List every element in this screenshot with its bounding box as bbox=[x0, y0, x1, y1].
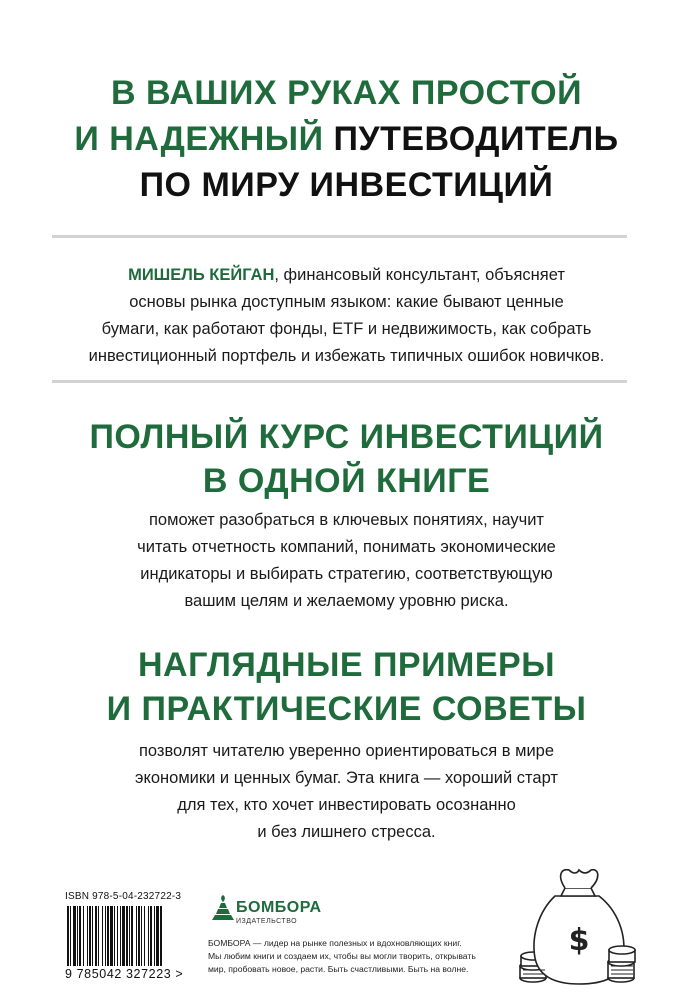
publisher-subtitle: ИЗДАТЕЛЬСТВО bbox=[236, 918, 298, 925]
divider-top bbox=[52, 235, 627, 238]
intro-line-3: бумаги, как работают фонды, ETF и недвижимость, как собрать bbox=[101, 320, 592, 338]
publisher-description-line: Мы любим книги и создаем их, чтобы вы могли творить, открывать bbox=[208, 951, 476, 961]
section2-body-line: читать отчетность компаний, понимать экономические bbox=[137, 538, 556, 556]
barcode-digits: 9 785042 327223 > bbox=[65, 967, 184, 981]
headline-line-2-black: ПУТЕВОДИТЕЛЬ bbox=[333, 120, 619, 158]
section2-body bbox=[0, 507, 693, 615]
intro-paragraph bbox=[0, 262, 693, 370]
intro-line-2: основы рынка доступным языком: какие бывают ценные bbox=[129, 293, 564, 311]
section3-body-line: позволят читателю уверенно ориентироваться в мире bbox=[138, 742, 555, 760]
section3-body bbox=[0, 738, 693, 846]
section2-headline bbox=[0, 415, 693, 503]
intro-line-1-rest: , финансовый консультант, объясняет bbox=[274, 266, 565, 284]
section3-body-line: и без лишнего стресса. bbox=[257, 823, 436, 841]
barcode bbox=[65, 906, 203, 966]
publisher-logo-icon bbox=[208, 892, 238, 922]
publisher-name: БОМБОРА bbox=[236, 899, 322, 916]
intro-line-4: инвестиционный портфель и избежать типичных ошибок новичков. bbox=[88, 347, 605, 365]
section3-body-line: для тех, кто хочет инвестировать осознанно bbox=[177, 796, 516, 814]
money-bag-icon bbox=[517, 866, 637, 988]
headline-line-2 bbox=[0, 116, 693, 162]
section2-headline-line-1: ПОЛНЫЙ КУРС ИНВЕСТИЦИЙ bbox=[89, 418, 604, 456]
svg-text:$: $ bbox=[568, 923, 590, 958]
section2-body-line: индикаторы и выбирать стратегию, соответствующую bbox=[140, 565, 553, 583]
section3-headline-line-1: НАГЛЯДНЫЕ ПРИМЕРЫ bbox=[137, 646, 556, 684]
author-name: МИШЕЛЬ КЕЙГАН bbox=[128, 266, 275, 284]
divider-bottom bbox=[52, 380, 627, 383]
main-headline bbox=[0, 70, 693, 208]
headline-line-2-green: И НАДЕЖНЫЙ bbox=[74, 120, 324, 158]
section3-headline bbox=[0, 643, 693, 731]
publisher-description-line: мир, пробовать новое, расти. Быть счастливыми. Быть на волне. bbox=[208, 964, 469, 974]
publisher-description bbox=[208, 937, 538, 976]
headline-line-1: В ВАШИХ РУКАХ ПРОСТОЙ bbox=[110, 74, 583, 112]
publisher-description-line: БОМБОРА — лидер на рынке полезных и вдохновляющих книг. bbox=[208, 938, 462, 948]
barcode-block bbox=[65, 891, 205, 985]
section3-headline-line-2: И ПРАКТИЧЕСКИЕ СОВЕТЫ bbox=[106, 690, 587, 728]
isbn-label: ISBN 978-5-04-232722-3 bbox=[65, 891, 182, 902]
headline-line-3: ПО МИРУ ИНВЕСТИЦИЙ bbox=[139, 166, 554, 204]
section2-body-line: поможет разобраться в ключевых понятиях, научит bbox=[149, 511, 544, 529]
section2-body-line: вашим целям и желаемому уровню риска. bbox=[184, 592, 509, 610]
section2-headline-line-2: В ОДНОЙ КНИГЕ bbox=[202, 462, 491, 500]
section3-body-line: экономики и ценных бумаг. Эта книга — хороший старт bbox=[135, 769, 558, 787]
intro-line-1 bbox=[0, 262, 693, 289]
